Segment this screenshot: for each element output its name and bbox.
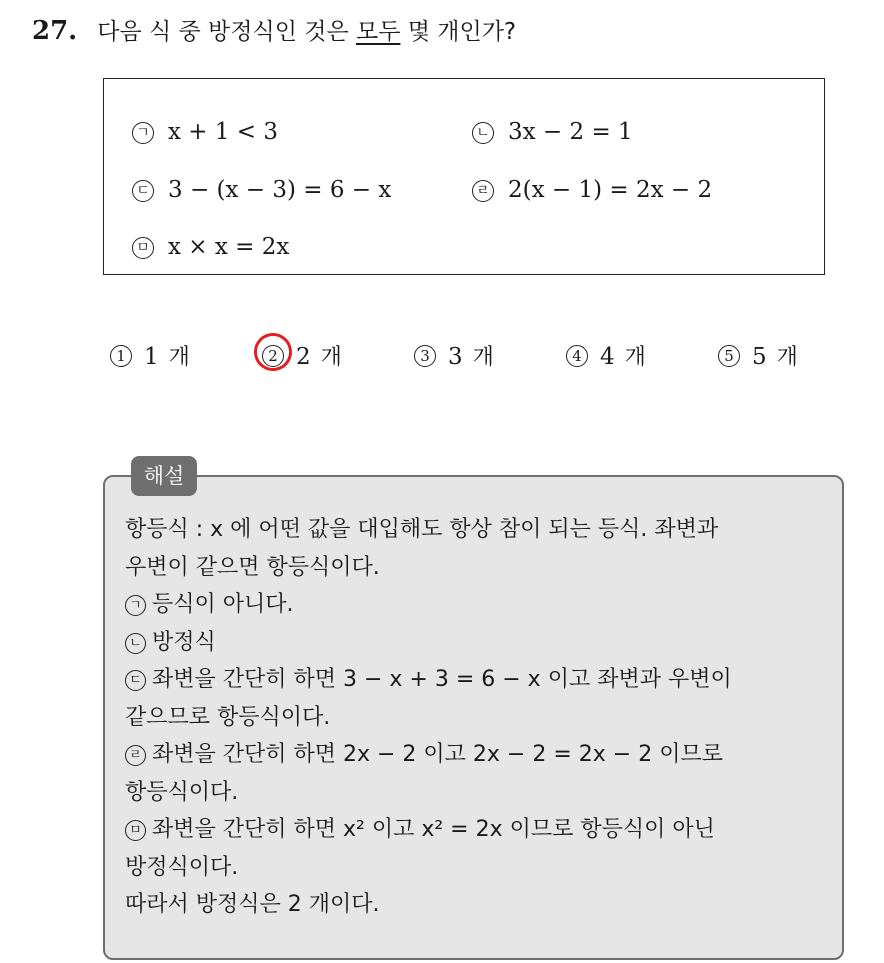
question-text-after: 몇 개인가? — [400, 19, 517, 45]
solution-line-text: 항등식 : x 에 어떤 값을 대입해도 항상 참이 되는 등식. 좌변과 — [125, 517, 719, 542]
choice-number: 3 — [414, 345, 436, 367]
question-underlined-word: 모두 — [355, 19, 401, 45]
question-number: 27. — [32, 16, 78, 46]
solution-line-text: 좌변을 간단히 하면 2x − 2 이고 2x − 2 = 2x − 2 이므로 — [152, 742, 723, 767]
solution-mark: ㅁ — [125, 820, 146, 841]
choice-unit: 개 — [168, 345, 190, 370]
solution-mark: ㄴ — [125, 633, 146, 654]
choice-3[interactable] — [414, 340, 494, 371]
solution-line-text: 좌변을 간단히 하면 3 − x + 3 = 6 − x 이고 좌변과 우변이 — [152, 667, 732, 692]
expressions-box — [103, 78, 825, 275]
choice-unit: 개 — [776, 345, 798, 370]
solution-mark: ㄹ — [125, 745, 146, 766]
solution-line-text: 따라서 방정식은 2 개이다. — [125, 892, 380, 917]
answer-choices — [0, 340, 884, 376]
solution-line — [125, 736, 825, 774]
question-header — [32, 14, 516, 49]
choice-value: 1 — [144, 344, 159, 370]
solution-line — [125, 811, 825, 849]
solution-line-text: 방정식 — [152, 629, 216, 655]
choice-value: 5 — [752, 344, 767, 370]
solution-tag: 해설 — [131, 456, 197, 496]
item-mark: ㄴ — [472, 122, 494, 144]
choice-number: 2 — [262, 345, 284, 367]
solution-body — [125, 511, 825, 924]
choice-value: 4 — [600, 344, 615, 370]
solution-line — [125, 849, 825, 887]
item-expression: 3x − 2 = 1 — [508, 119, 633, 145]
solution-line — [125, 549, 825, 587]
item-mark: ㄱ — [132, 122, 154, 144]
item-expression: 2(x − 1) = 2x − 2 — [508, 177, 713, 203]
question-text-before: 다음 식 중 방정식인 것은 — [97, 19, 356, 45]
expression-item — [132, 175, 391, 205]
choice-1[interactable] — [110, 340, 190, 371]
choice-unit: 개 — [472, 345, 494, 370]
solution-line-text: 우변이 같으면 항등식이다. — [125, 554, 380, 580]
solution-line — [125, 661, 825, 699]
solution-line — [125, 624, 825, 662]
choice-number: 1 — [110, 345, 132, 367]
solution-line — [125, 699, 825, 737]
expression-item — [472, 117, 633, 147]
choice-unit: 개 — [320, 345, 342, 370]
solution-mark: ㄷ — [125, 670, 146, 691]
solution-line-text: 등식이 아니다. — [152, 592, 294, 617]
item-expression: x + 1 < 3 — [168, 119, 279, 145]
choice-number: 5 — [718, 345, 740, 367]
item-mark: ㄹ — [472, 180, 494, 202]
expression-item — [132, 232, 289, 262]
solution-mark: ㄱ — [125, 595, 146, 616]
choice-value: 3 — [448, 344, 463, 370]
solution-line — [125, 774, 825, 812]
choice-value: 2 — [296, 344, 311, 370]
solution-line — [125, 511, 825, 549]
expression-item — [132, 117, 278, 147]
solution-line-text: 항등식이다. — [125, 779, 239, 805]
choice-unit: 개 — [624, 345, 646, 370]
choice-number: 4 — [566, 345, 588, 367]
item-expression: 3 − (x − 3) = 6 − x — [168, 177, 392, 203]
solution-line — [125, 886, 825, 924]
choice-5[interactable] — [718, 340, 798, 371]
choice-4[interactable] — [566, 340, 646, 371]
solution-line — [125, 586, 825, 624]
solution-line-text: 같으므로 항등식이다. — [125, 704, 331, 730]
item-mark: ㅁ — [132, 237, 154, 259]
solution-line-text: 좌변을 간단히 하면 x² 이고 x² = 2x 이므로 항등식이 아닌 — [152, 817, 715, 842]
solution-line-text: 방정식이다. — [125, 854, 239, 880]
question-text — [97, 19, 516, 45]
item-expression: x × x = 2x — [168, 234, 290, 260]
expression-item — [472, 175, 712, 205]
item-mark: ㄷ — [132, 180, 154, 202]
